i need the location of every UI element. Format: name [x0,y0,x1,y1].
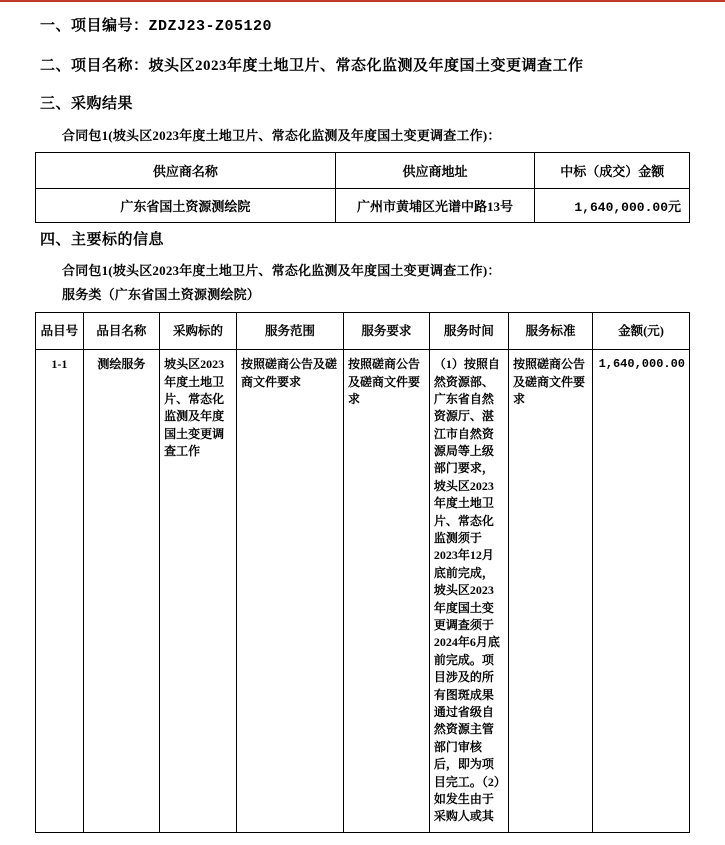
header-service-standard: 服务标准 [508,313,592,350]
subject-table-caption: 合同包1(坡头区2023年度土地卫片、常态化监测及年度国土变更调查工作)： [62,263,501,278]
section-purchase-result [40,92,133,113]
cell-award-amount: 1,640,000.00元 [535,189,690,223]
section-subject-info-label: 四、主要标的信息 [40,232,165,248]
cell-supplier-address: 广州市黄埔区光谱中路13号 [335,189,535,223]
cell-supplier-name: 广东省国土资源测绘院 [36,189,336,223]
section-project-number [40,14,272,35]
cell-service-requirement: 按照磋商公告及磋商文件要求 [343,350,429,833]
header-service-time: 服务时间 [429,313,508,350]
table-header-row [36,153,690,189]
section-project-number-label: 一、项目编号： [40,18,149,34]
cell-item-no: 1-1 [36,350,84,833]
header-item-name: 品目名称 [83,313,159,350]
subject-info-table [35,312,690,833]
section-project-name-value: 坡头区2023年度土地卫片、常态化监测及年度国土变更调查工作 [148,58,584,74]
cell-amount: 1,640,000.00 [593,350,690,833]
section-project-name [40,54,584,75]
cell-service-scope: 按照磋商公告及磋商文件要求 [236,350,343,833]
header-award-amount: 中标（成交）金额 [535,153,690,189]
header-purchase-target: 采购标的 [160,313,237,350]
result-table-caption: 合同包1(坡头区2023年度土地卫片、常态化监测及年度国土变更调查工作)： [62,128,501,143]
cell-service-standard: 按照磋商公告及磋商文件要求 [508,350,592,833]
header-service-scope: 服务范围 [236,313,343,350]
cell-item-name: 测绘服务 [83,350,159,833]
header-service-requirement: 服务要求 [343,313,429,350]
section-purchase-result-label: 三、采购结果 [40,96,134,112]
header-amount: 金额(元) [593,313,690,350]
table-row [36,350,690,833]
header-supplier-name: 供应商名称 [36,153,336,189]
section-project-name-label: 二、项目名称： [40,58,149,74]
purchase-result-table [35,152,690,223]
top-red-rule [0,0,725,2]
section-project-number-value: ZDZJ23-Z05120 [148,18,273,35]
cell-service-time: （1）按照自然资源部、广东省自然资源厅、湛江市自然资源局等上级部门要求，坡头区2023年度土地卫片、常态化监测须于2023年12月底前完成，坡头区2023年度国土变更调查须于2024年6月底前完成。项目涉及的所有图斑成果通过省级自然资源主管部门审核后，即为项目完工。（2）如发生由于采购人或其 [429,350,508,833]
cell-purchase-target: 坡头区2023年度土地卫片、常态化监测及年度国土变更调查工作 [160,350,237,833]
header-item-no: 品目号 [36,313,84,350]
section-subject-info [40,228,164,249]
subject-category: 服务类（广东省国土资源测绘院） [62,287,261,302]
table-row [36,189,690,223]
table-header-row [36,313,690,350]
header-supplier-address: 供应商地址 [335,153,535,189]
